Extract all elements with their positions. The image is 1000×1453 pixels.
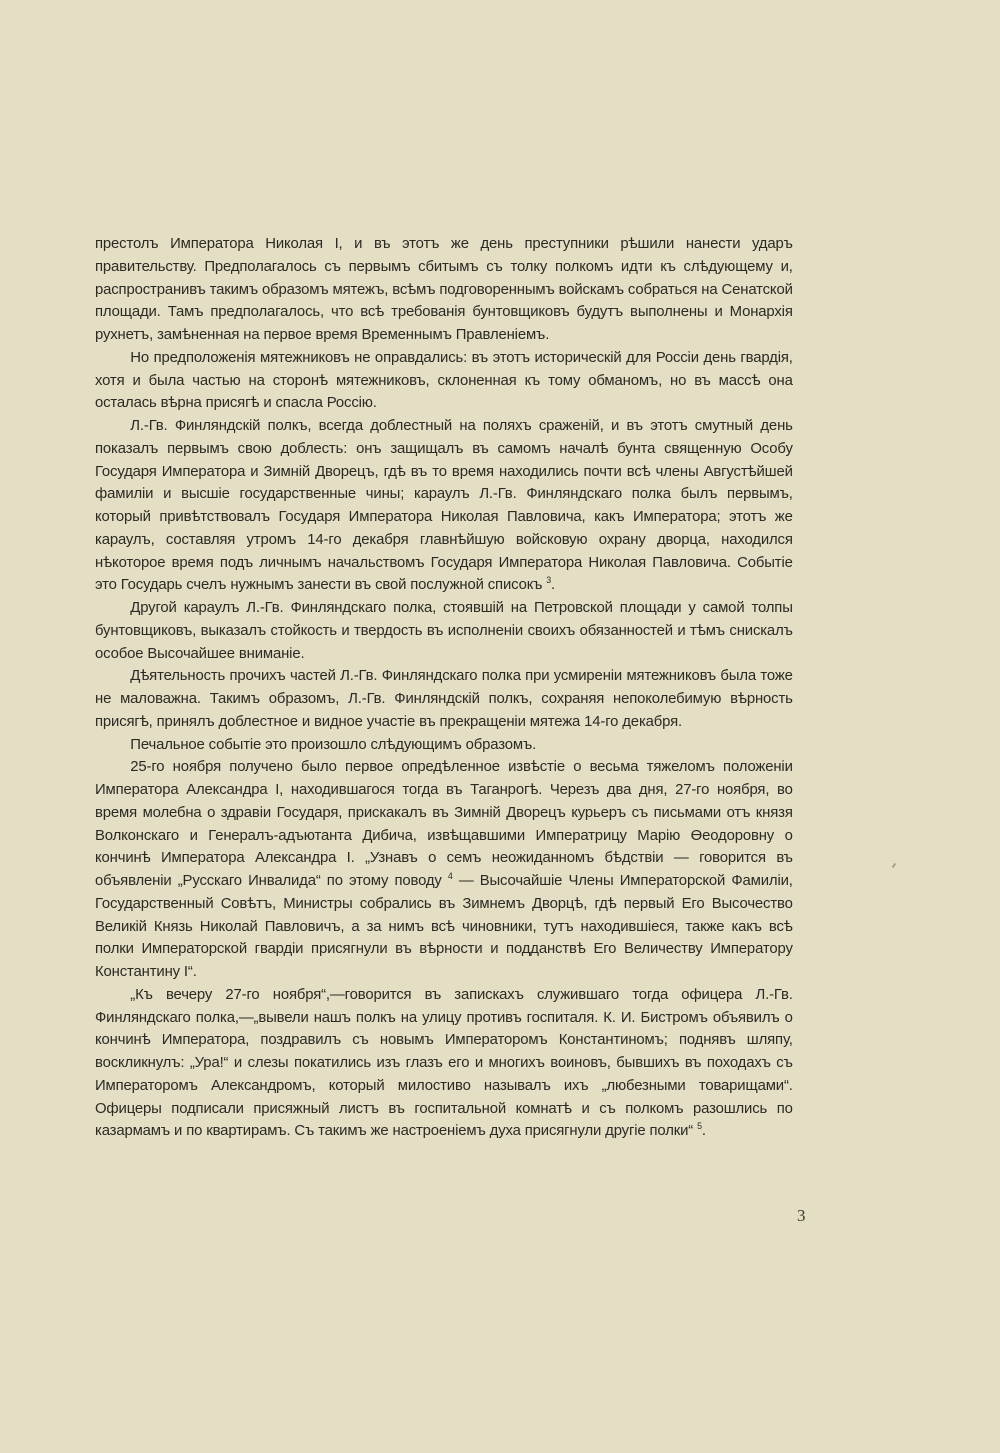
page-number: 3 [797, 1206, 806, 1225]
paragraph-tail: . [551, 576, 556, 594]
page-body [95, 233, 807, 1143]
paragraph-text: Но предположенія мятежниковъ не оправдались: въ этотъ историческій для Россіи день гвардія, хотя и была частью на сторонѣ мятежниковъ, склоненная къ тому обманомъ, но въ массѣ она осталась вѣрна присягѣ и спасла Россію. [95, 348, 793, 412]
paragraph-3 [95, 415, 793, 597]
paragraph-7 [95, 756, 793, 984]
paragraph-6 [95, 734, 793, 757]
paragraph-8 [95, 984, 793, 1143]
paragraph-text: Печальное событіе это произошло слѣдующимъ образомъ. [130, 735, 537, 753]
paragraph-tail: . [701, 1122, 706, 1140]
footnote-marker: 4 [447, 871, 453, 881]
footnote-marker: 5 [697, 1121, 702, 1132]
paragraph-text: престолъ Императора Николая I, и въ этотъ же день преступники рѣшили нанести ударъ правительству. Предполагалось съ первымъ сбитымъ съ толку полкомъ идти къ слѣдующему и, распространивъ такимъ образомъ мятежъ, всѣмъ подговореннымъ войскамъ собраться на Сенатской площади. Тамъ предполагалось, что всѣ требованія бунтовщиковъ будутъ выполнены и Монархія рухнетъ, замѣненная на первое время Временнымъ Правленіемъ. [95, 235, 793, 343]
paper-speck [892, 863, 897, 868]
paragraph-2 [95, 347, 793, 415]
paragraph-text: Л.-Гв. Финляндскій полкъ, всегда доблестный на поляхъ сраженій, и въ этотъ смутный день показалъ первымъ свою доблесть: онъ защищалъ въ самомъ началѣ бунта священную Особу Государя Императора и Зимній Дворецъ, гдѣ въ то время находились почти всѣ члены Августѣйшей фамиліи и высшіе государственные чины; караулъ Л.-Гв. Финляндскаго полка былъ первымъ, который привѣтствовалъ Государя Императора Николая Павловича, какъ Императора; этотъ же караулъ, составляя утромъ 14-го декабря главнѣйшую войсковую охрану дворца, находился нѣкоторое время подъ личнымъ начальствомъ Государя Императора Николая Павловича. Событіе это Государь счелъ нужнымъ занести въ свой послужной списокъ [95, 417, 793, 594]
paragraph-tail: — Высочайшіе Члены Императорской Фамиліи, Государственный Совѣтъ, Министры собрались въ Зимнемъ Дворцѣ, гдѣ первый Его Высочество Великій Князь Николай Павловичъ, а за нимъ всѣ чиновники, тутъ находившіеся, также какъ всѣ полки Императорской гвардіи присягнули въ вѣрности и подданствѣ Его Величеству Императору Константину I“. [95, 872, 793, 980]
paragraph-text: „Къ вечеру 27-го ноября“,—говорится въ запискахъ служившаго тогда офицера Л.-Гв. Финляндскаго полка,—„вывели нашъ полкъ на улицу противъ госпиталя. К. И. Бистромъ объявилъ о кончинѣ Императора, поздравилъ съ новымъ Императоромъ Константиномъ; поднявъ шляпу, воскликнулъ: „Ура!“ и слезы покатились изъ глазъ его и многихъ воиновъ, бывшихъ въ походахъ съ Императоромъ Александромъ, который милостиво называлъ ихъ „любезными товарищами“. Офицеры подписали присяжный листъ въ госпитальной комнатѣ и съ полкомъ разошлись по казармамъ и по квартирамъ. Съ такимъ же настроеніемъ духа присягнули другіе полки“ [95, 985, 793, 1140]
paragraph-1 [95, 233, 793, 347]
paragraph-text: Дѣятельность прочихъ частей Л.-Гв. Финляндскаго полка при усмиреніи мятежниковъ была тоже не маловажна. Такимъ образомъ, Л.-Гв. Финляндскій полкъ, сохраняя непоколебимую вѣрность присягѣ, принялъ доблестное и видное участіе въ прекращеніи мятежа 14-го декабря. [95, 667, 793, 730]
paragraph-5 [95, 665, 793, 733]
paragraph-text: Другой караулъ Л.-Гв. Финляндскаго полка, стоявшій на Петровской площади у самой толпы бунтовщиковъ, выказалъ стойкость и твердость въ исполненіи своихъ обязанностей и тѣмъ снискалъ особое Высочайшее вниманіе. [95, 599, 793, 662]
paragraph-4 [95, 597, 793, 665]
paragraph-text: 25-го ноября получено было первое опредѣленное извѣстіе о весьма тяжеломъ положеніи Императора Александра I, находившагося тогда въ Таганрогѣ. Черезъ два дня, 27-го ноября, во время молебна о здравіи Государя, прискакалъ въ Зимній Дворецъ курьеръ съ письмами отъ князя Волконскаго и Генералъ-адъютанта Дибича, извѣщавшими Императрицу Марію Өеодоровну о кончинѣ Императора Александра I. „Узнавъ о семъ неожиданномъ бѣдствіи — говорится въ объявленіи „Русскаго Инвалида“ по этому поводу [95, 758, 793, 889]
footnote-marker: 3 [546, 575, 552, 586]
